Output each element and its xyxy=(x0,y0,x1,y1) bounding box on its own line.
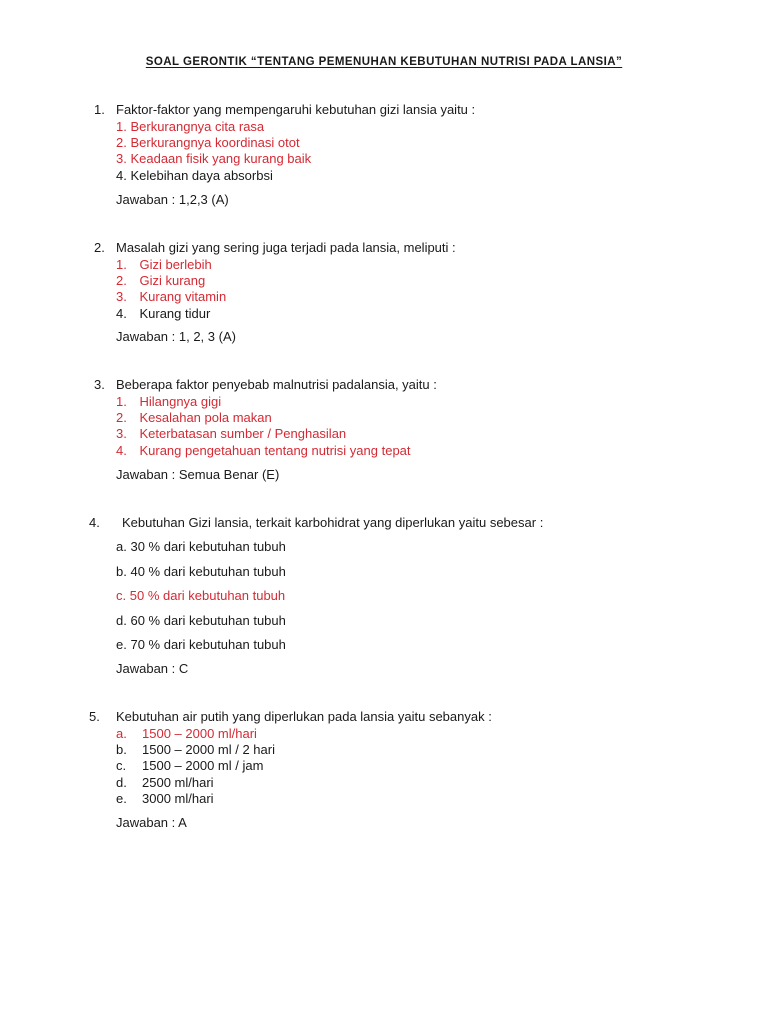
option-text: Berkurangnya koordinasi otot xyxy=(130,135,300,151)
option-text: 1500 – 2000 ml/hari xyxy=(142,726,257,741)
option-item xyxy=(116,394,411,410)
option-list xyxy=(116,119,311,184)
option-item xyxy=(116,637,286,662)
question-number: 1. xyxy=(94,102,105,117)
option-item xyxy=(116,135,311,151)
question-text: Kebutuhan air putih yang diperlukan pada lansia yaitu sebanyak : xyxy=(116,709,492,724)
option-item xyxy=(116,726,275,742)
option-item xyxy=(116,775,275,791)
option-label: 1. xyxy=(116,394,127,409)
option-item xyxy=(116,257,226,273)
answer-text: Jawaban : 1,2,3 (A) xyxy=(116,192,229,207)
option-item xyxy=(116,758,275,774)
option-item xyxy=(116,539,286,564)
option-label: 3. xyxy=(116,426,127,442)
option-text: Hilangnya gigi xyxy=(139,394,222,409)
option-label: d. xyxy=(116,612,127,628)
option-label: 2. xyxy=(116,273,127,289)
option-text: 1500 – 2000 ml / jam xyxy=(142,758,264,774)
option-item xyxy=(116,119,311,135)
option-label: e. xyxy=(116,637,127,652)
option-label: c. xyxy=(116,588,127,603)
option-item xyxy=(116,742,275,758)
option-label: 1. xyxy=(116,119,127,134)
option-text: Keterbatasan sumber / Penghasilan xyxy=(139,426,347,442)
option-item xyxy=(116,273,226,289)
option-list xyxy=(116,539,286,662)
option-label: d. xyxy=(116,774,127,790)
option-label: b. xyxy=(116,563,127,579)
option-text: 50 % dari kebutuhan tubuh xyxy=(129,588,286,603)
option-item xyxy=(116,564,286,589)
question-number: 3. xyxy=(94,377,105,392)
option-item xyxy=(116,410,411,426)
option-text: 70 % dari kebutuhan tubuh xyxy=(130,637,286,652)
option-item xyxy=(116,426,411,442)
option-label: a. xyxy=(116,539,127,554)
option-label: 4. xyxy=(116,167,127,183)
option-text: Kelebihan daya absorbsi xyxy=(130,167,273,183)
option-text: 60 % dari kebutuhan tubuh xyxy=(130,612,286,628)
question-text: Kebutuhan Gizi lansia, terkait karbohidrat yang diperlukan yaitu sebesar : xyxy=(122,515,544,530)
option-item xyxy=(116,289,226,305)
option-label: 2. xyxy=(116,410,127,426)
option-label: e. xyxy=(116,790,127,806)
option-list xyxy=(116,257,226,322)
option-text: Berkurangnya cita rasa xyxy=(130,119,265,134)
option-text: Gizi berlebih xyxy=(139,257,212,272)
answer-text: Jawaban : C xyxy=(116,661,189,676)
option-text: Kurang pengetahuan tentang nutrisi yang tepat xyxy=(139,442,411,458)
option-label: b. xyxy=(116,742,127,758)
option-list xyxy=(116,394,411,459)
question-number: 2. xyxy=(94,240,105,255)
option-label: 2. xyxy=(116,135,127,151)
option-label: 1. xyxy=(116,257,127,272)
option-text: Kesalahan pola makan xyxy=(139,410,272,426)
option-text: 2500 ml/hari xyxy=(142,774,214,790)
option-text: 30 % dari kebutuhan tubuh xyxy=(130,539,286,554)
option-item xyxy=(116,791,275,807)
option-item xyxy=(116,613,286,638)
option-item xyxy=(116,588,286,613)
option-text: Keadaan fisik yang kurang baik xyxy=(130,151,312,167)
option-label: 3. xyxy=(116,289,127,305)
option-label: a. xyxy=(116,726,127,741)
question-text: Beberapa faktor penyebab malnutrisi padalansia, yaitu : xyxy=(116,377,437,392)
option-label: 4. xyxy=(116,442,127,458)
option-label: 4. xyxy=(116,305,127,321)
option-label: c. xyxy=(116,758,127,774)
option-text: Kurang vitamin xyxy=(139,289,227,305)
document-title: SOAL GERONTIK “TENTANG PEMENUHAN KEBUTUHAN NUTRISI PADA LANSIA” xyxy=(145,56,623,68)
option-text: Kurang tidur xyxy=(139,305,211,321)
question-number: 4. xyxy=(89,515,100,530)
answer-text: Jawaban : Semua Benar (E) xyxy=(116,467,280,482)
option-list xyxy=(116,726,275,807)
answer-text: Jawaban : A xyxy=(116,815,187,830)
option-text: Gizi kurang xyxy=(139,273,206,289)
option-text: 40 % dari kebutuhan tubuh xyxy=(130,563,286,579)
option-item xyxy=(116,306,226,322)
option-text: 1500 – 2000 ml / 2 hari xyxy=(142,742,275,758)
question-number: 5. xyxy=(89,709,100,724)
answer-text: Jawaban : 1, 2, 3 (A) xyxy=(116,329,236,344)
option-label: 3. xyxy=(116,151,127,167)
question-text: Masalah gizi yang sering juga terjadi pada lansia, meliputi : xyxy=(116,240,456,255)
option-item xyxy=(116,151,311,167)
option-text: 3000 ml/hari xyxy=(142,790,214,806)
question-text: Faktor-faktor yang mempengaruhi kebutuhan gizi lansia yaitu : xyxy=(116,102,476,117)
option-item xyxy=(116,443,411,459)
option-item xyxy=(116,168,311,184)
